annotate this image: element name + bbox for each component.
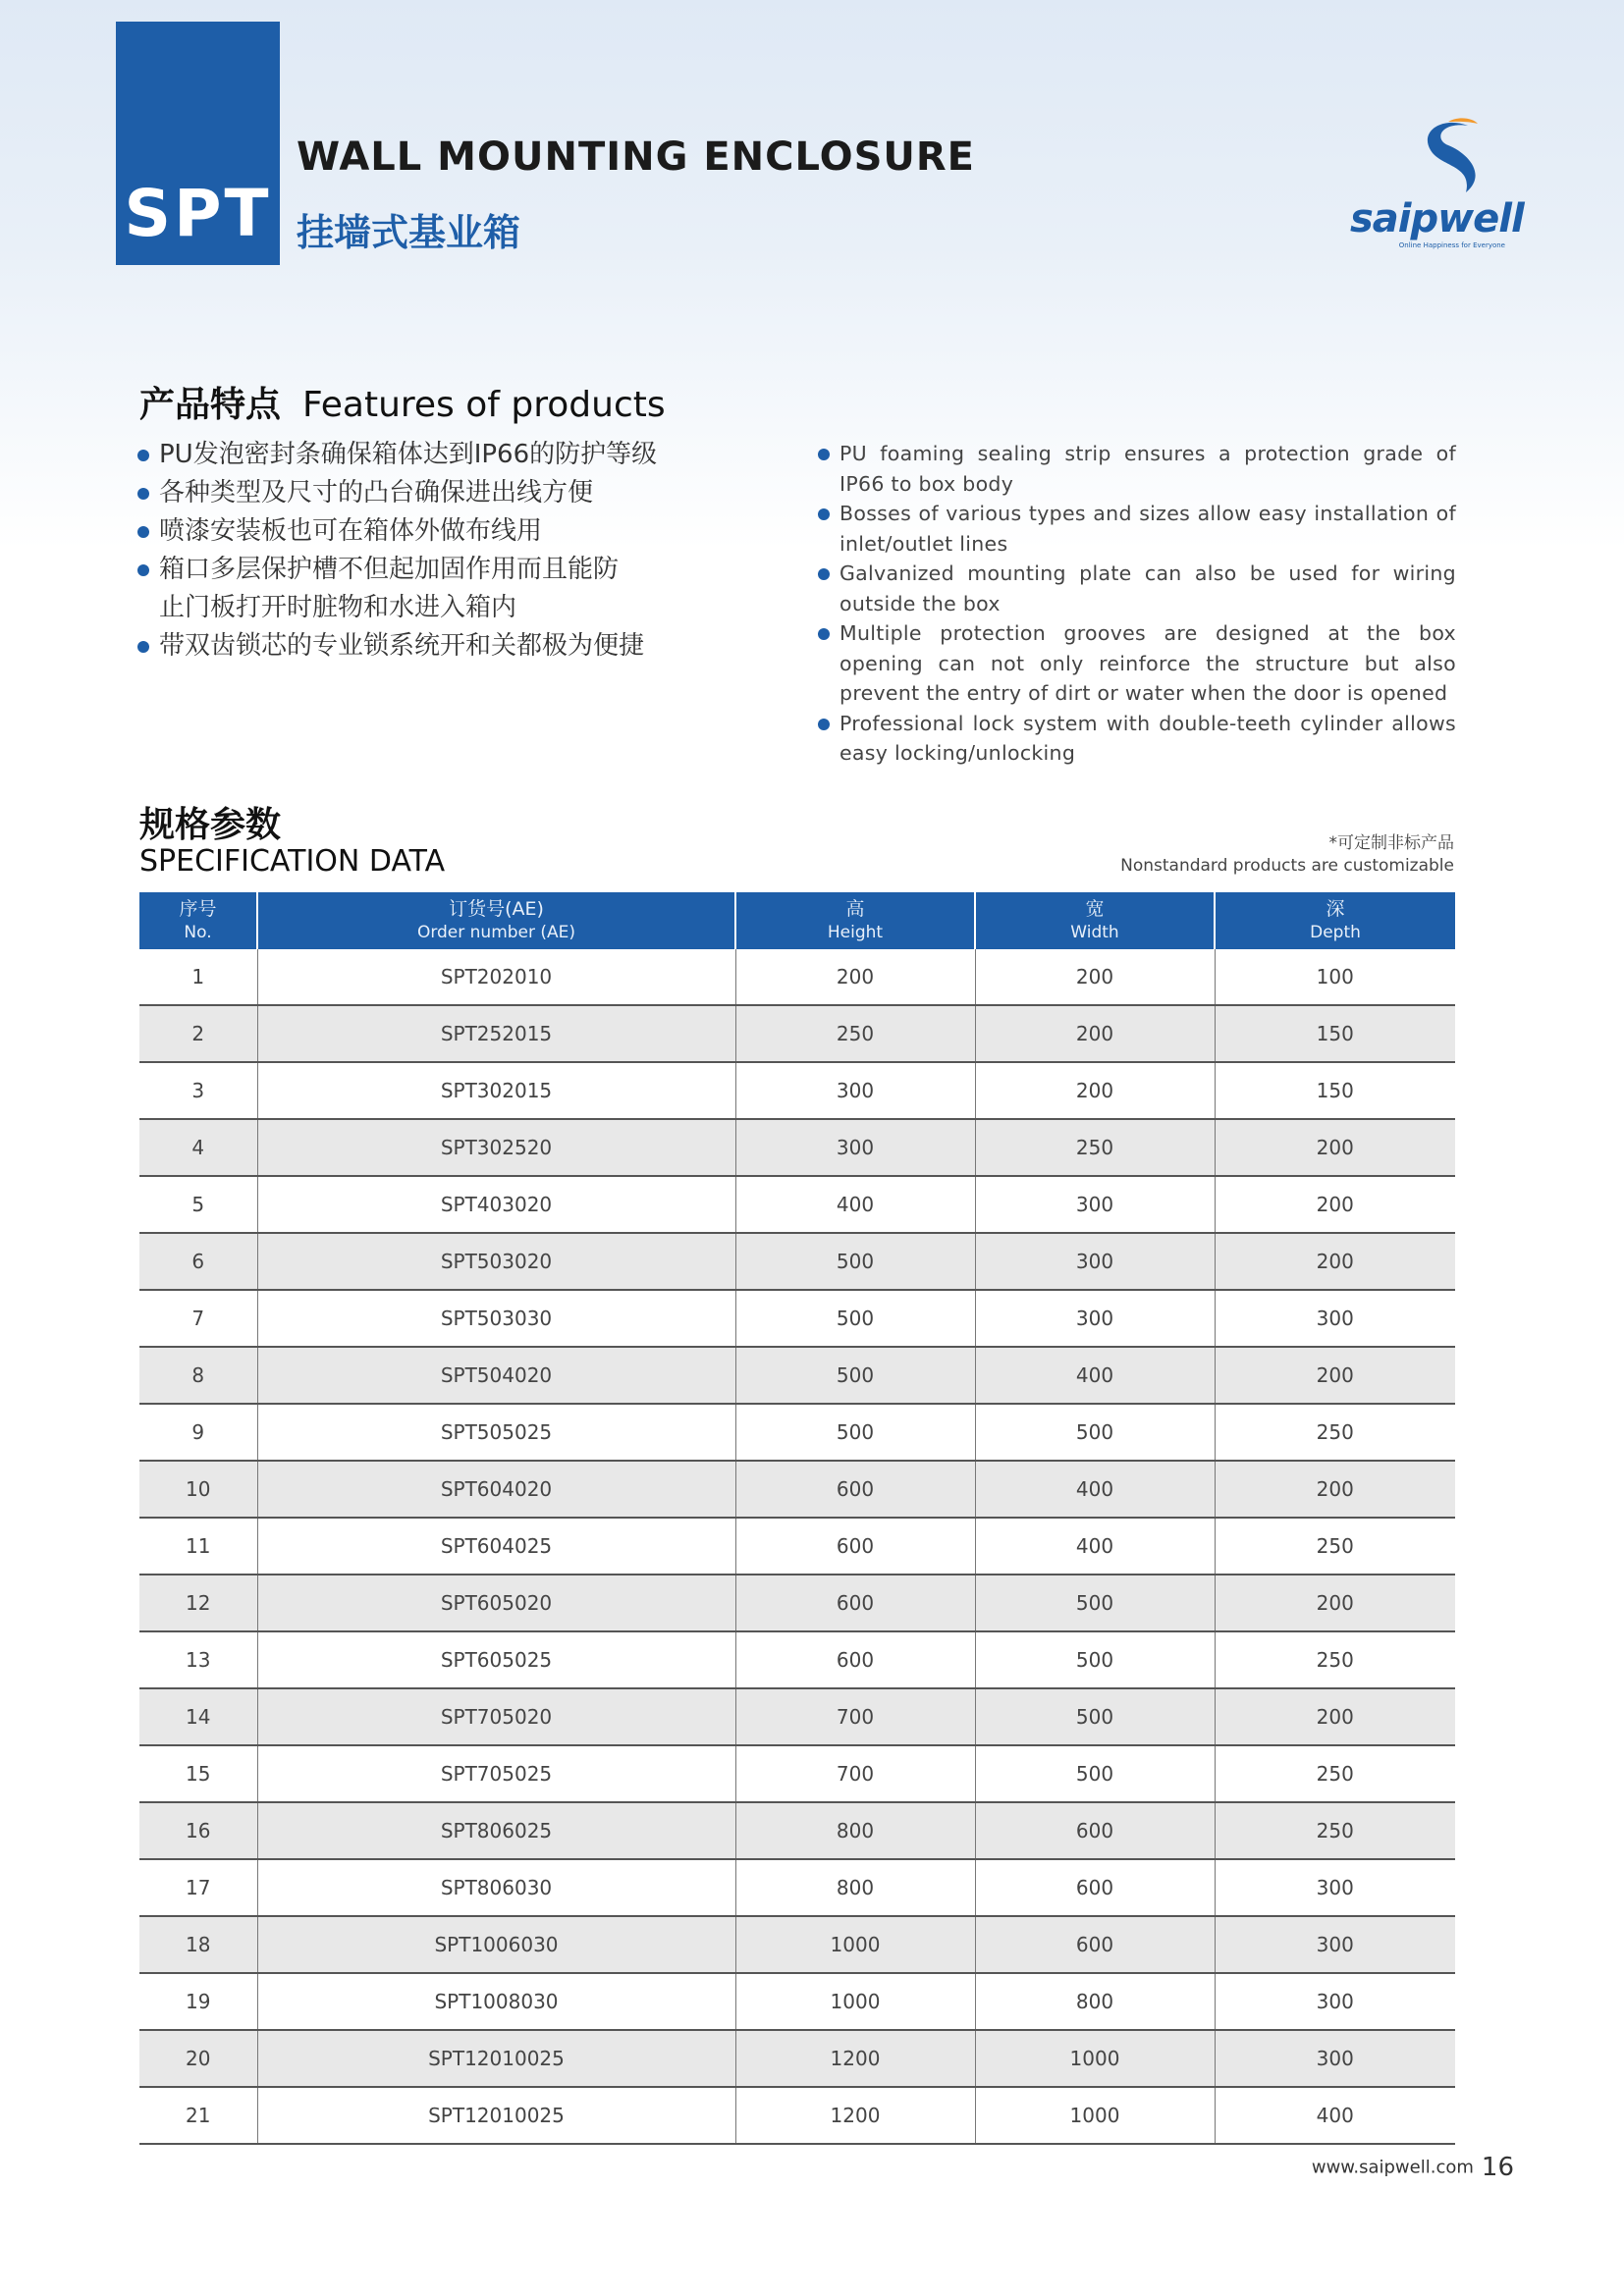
cell-width: 600	[975, 1916, 1215, 1973]
cell-depth: 250	[1215, 1745, 1455, 1802]
bullet-icon	[137, 564, 149, 576]
cell-order-number: SPT1006030	[257, 1916, 735, 1973]
cell-order-number: SPT302520	[257, 1119, 735, 1176]
table-row	[139, 1176, 1455, 1233]
page-footer	[1312, 2153, 1514, 2182]
cell-width: 500	[975, 1404, 1215, 1461]
cell-no: 17	[139, 1859, 257, 1916]
cell-depth: 200	[1215, 1461, 1455, 1518]
cell-order-number: SPT705020	[257, 1688, 735, 1745]
feature-item-zh: 带双齿锁芯的专业锁系统开和关都极为便捷	[135, 627, 685, 666]
table-row	[139, 1119, 1455, 1176]
cell-height: 1000	[735, 1973, 975, 2030]
bullet-icon	[137, 526, 149, 538]
cell-order-number: SPT302015	[257, 1062, 735, 1119]
cell-order-number: SPT504020	[257, 1347, 735, 1404]
cell-no: 9	[139, 1404, 257, 1461]
table-body	[139, 949, 1455, 2144]
cell-no: 21	[139, 2087, 257, 2144]
table-row	[139, 1005, 1455, 1062]
cell-height: 400	[735, 1176, 975, 1233]
cell-no: 3	[139, 1062, 257, 1119]
custom-note	[1120, 832, 1454, 878]
cell-depth: 250	[1215, 1518, 1455, 1575]
table-row	[139, 1859, 1455, 1916]
cell-order-number: SPT503030	[257, 1290, 735, 1347]
custom-note-zh: *可定制非标产品	[1328, 833, 1454, 853]
cell-no: 2	[139, 1005, 257, 1062]
cell-height: 800	[735, 1859, 975, 1916]
cell-order-number: SPT806030	[257, 1859, 735, 1916]
column-header-depth: 深 Depth	[1215, 892, 1455, 949]
cell-no: 18	[139, 1916, 257, 1973]
cell-width: 500	[975, 1688, 1215, 1745]
cell-width: 600	[975, 1802, 1215, 1859]
table-row	[139, 2030, 1455, 2087]
cell-order-number: SPT705025	[257, 1745, 735, 1802]
swoosh-logo-icon	[1350, 116, 1517, 204]
feature-item-en: Multiple protection grooves are designed at the box opening can not only reinforce the structure but also prevent the entry of dirt or water when the door is opened	[818, 618, 1456, 709]
cell-height: 500	[735, 1233, 975, 1290]
brand-name: saipwell	[1350, 196, 1524, 241]
cell-no: 10	[139, 1461, 257, 1518]
cell-width: 600	[975, 1859, 1215, 1916]
cell-width: 500	[975, 1745, 1215, 1802]
cell-depth: 300	[1215, 1973, 1455, 2030]
cell-order-number: SPT12010025	[257, 2087, 735, 2144]
cell-order-number: SPT252015	[257, 1005, 735, 1062]
features-heading	[139, 377, 666, 427]
cell-height: 1000	[735, 1916, 975, 1973]
cell-depth: 250	[1215, 1631, 1455, 1688]
table-row	[139, 949, 1455, 1005]
cell-width: 250	[975, 1119, 1215, 1176]
series-tab	[116, 22, 280, 265]
cell-no: 4	[139, 1119, 257, 1176]
bullet-icon	[818, 508, 830, 520]
table-row	[139, 1973, 1455, 2030]
cell-depth: 200	[1215, 1176, 1455, 1233]
brand-logo	[1350, 116, 1524, 253]
feature-item-en: Galvanized mounting plate can also be used for wiring outside the box	[818, 559, 1456, 618]
table-row	[139, 1461, 1455, 1518]
cell-depth: 300	[1215, 1290, 1455, 1347]
bullet-icon	[137, 641, 149, 653]
cell-width: 300	[975, 1290, 1215, 1347]
cell-order-number: SPT503020	[257, 1233, 735, 1290]
page-title: WALL MOUNTING ENCLOSURE	[297, 134, 975, 180]
table-row	[139, 1518, 1455, 1575]
cell-height: 500	[735, 1404, 975, 1461]
cell-order-number: SPT604020	[257, 1461, 735, 1518]
features-heading-zh: 产品特点	[139, 385, 282, 425]
cell-no: 8	[139, 1347, 257, 1404]
bullet-icon	[818, 628, 830, 640]
cell-no: 16	[139, 1802, 257, 1859]
cell-depth: 200	[1215, 1347, 1455, 1404]
table-header-row	[139, 892, 1455, 949]
spec-heading-en: SPECIFICATION DATA	[139, 844, 446, 879]
bullet-icon	[818, 719, 830, 730]
cell-height: 1200	[735, 2087, 975, 2144]
table-row	[139, 1916, 1455, 1973]
feature-item-zh: 喷漆安装板也可在箱体外做布线用	[135, 512, 685, 551]
table-row	[139, 1233, 1455, 1290]
cell-depth: 200	[1215, 1119, 1455, 1176]
table-row	[139, 1062, 1455, 1119]
feature-item-zh: 箱口多层保护槽不但起加固作用而且能防止门板打开时脏物和水进入箱内	[135, 551, 621, 627]
cell-no: 19	[139, 1973, 257, 2030]
cell-width: 200	[975, 949, 1215, 1005]
cell-order-number: SPT605020	[257, 1575, 735, 1631]
cell-height: 600	[735, 1631, 975, 1688]
cell-order-number: SPT604025	[257, 1518, 735, 1575]
cell-order-number: SPT12010025	[257, 2030, 735, 2087]
cell-depth: 250	[1215, 1802, 1455, 1859]
spec-table	[139, 892, 1455, 2145]
feature-item-en: Bosses of various types and sizes allow easy installation of inlet/outlet lines	[818, 499, 1456, 559]
cell-no: 13	[139, 1631, 257, 1688]
cell-height: 200	[735, 949, 975, 1005]
page-number: 16	[1481, 2153, 1514, 2182]
website-link[interactable]: www.saipwell.com	[1311, 2157, 1474, 2178]
cell-no: 12	[139, 1575, 257, 1631]
cell-width: 1000	[975, 2030, 1215, 2087]
cell-height: 250	[735, 1005, 975, 1062]
cell-no: 20	[139, 2030, 257, 2087]
cell-depth: 300	[1215, 1916, 1455, 1973]
cell-depth: 300	[1215, 2030, 1455, 2087]
cell-width: 300	[975, 1233, 1215, 1290]
cell-no: 7	[139, 1290, 257, 1347]
bullet-icon	[818, 449, 830, 460]
table-row	[139, 1802, 1455, 1859]
column-header-order-number: 订货号(AE) Order number (AE)	[257, 892, 735, 949]
table-row	[139, 1575, 1455, 1631]
table-row	[139, 1404, 1455, 1461]
cell-order-number: SPT605025	[257, 1631, 735, 1688]
table-row	[139, 2087, 1455, 2144]
cell-height: 600	[735, 1518, 975, 1575]
table-row	[139, 1745, 1455, 1802]
cell-order-number: SPT505025	[257, 1404, 735, 1461]
cell-no: 6	[139, 1233, 257, 1290]
cell-height: 700	[735, 1688, 975, 1745]
cell-no: 14	[139, 1688, 257, 1745]
cell-depth: 250	[1215, 1404, 1455, 1461]
cell-width: 400	[975, 1347, 1215, 1404]
column-header-width: 宽 Width	[975, 892, 1215, 949]
feature-item-zh: 各种类型及尺寸的凸台确保进出线方便	[135, 474, 685, 512]
feature-item-en: PU foaming sealing strip ensures a protection grade of IP66 to box body	[818, 439, 1456, 499]
cell-height: 300	[735, 1119, 975, 1176]
cell-depth: 150	[1215, 1062, 1455, 1119]
bullet-icon	[137, 488, 149, 500]
table-row	[139, 1631, 1455, 1688]
series-code: SPT	[124, 176, 272, 251]
features-list-zh	[135, 436, 685, 666]
features-list-en	[818, 439, 1456, 769]
cell-no: 15	[139, 1745, 257, 1802]
cell-width: 200	[975, 1062, 1215, 1119]
cell-height: 600	[735, 1461, 975, 1518]
table-row	[139, 1290, 1455, 1347]
cell-height: 1200	[735, 2030, 975, 2087]
cell-order-number: SPT202010	[257, 949, 735, 1005]
cell-depth: 400	[1215, 2087, 1455, 2144]
features-heading-en: Features of products	[302, 385, 666, 425]
cell-width: 200	[975, 1005, 1215, 1062]
custom-note-en: Nonstandard products are customizable	[1120, 856, 1454, 876]
cell-height: 700	[735, 1745, 975, 1802]
cell-depth: 100	[1215, 949, 1455, 1005]
cell-no: 1	[139, 949, 257, 1005]
bullet-icon	[137, 450, 149, 461]
table-row	[139, 1347, 1455, 1404]
cell-height: 600	[735, 1575, 975, 1631]
cell-height: 800	[735, 1802, 975, 1859]
feature-item-en: Professional lock system with double-teeth cylinder allows easy locking/unlocking	[818, 709, 1456, 769]
cell-depth: 200	[1215, 1575, 1455, 1631]
brand-tagline: Online Happiness for Everyone	[1398, 241, 1505, 249]
feature-item-zh: PU发泡密封条确保箱体达到IP66的防护等级	[135, 436, 685, 474]
cell-height: 500	[735, 1290, 975, 1347]
cell-width: 400	[975, 1518, 1215, 1575]
column-header-no: 序号 No.	[139, 892, 257, 949]
cell-width: 800	[975, 1973, 1215, 2030]
cell-order-number: SPT403020	[257, 1176, 735, 1233]
cell-height: 500	[735, 1347, 975, 1404]
cell-width: 500	[975, 1631, 1215, 1688]
cell-width: 500	[975, 1575, 1215, 1631]
cell-depth: 150	[1215, 1005, 1455, 1062]
cell-no: 11	[139, 1518, 257, 1575]
cell-no: 5	[139, 1176, 257, 1233]
bullet-icon	[818, 568, 830, 580]
cell-width: 1000	[975, 2087, 1215, 2144]
cell-order-number: SPT806025	[257, 1802, 735, 1859]
page-title-chinese: 挂墙式基业箱	[297, 211, 521, 254]
spec-heading-zh: 规格参数	[139, 805, 282, 845]
table-row	[139, 1688, 1455, 1745]
cell-depth: 200	[1215, 1233, 1455, 1290]
cell-order-number: SPT1008030	[257, 1973, 735, 2030]
cell-width: 300	[975, 1176, 1215, 1233]
column-header-height: 高 Height	[735, 892, 975, 949]
cell-width: 400	[975, 1461, 1215, 1518]
cell-height: 300	[735, 1062, 975, 1119]
cell-depth: 300	[1215, 1859, 1455, 1916]
cell-depth: 200	[1215, 1688, 1455, 1745]
